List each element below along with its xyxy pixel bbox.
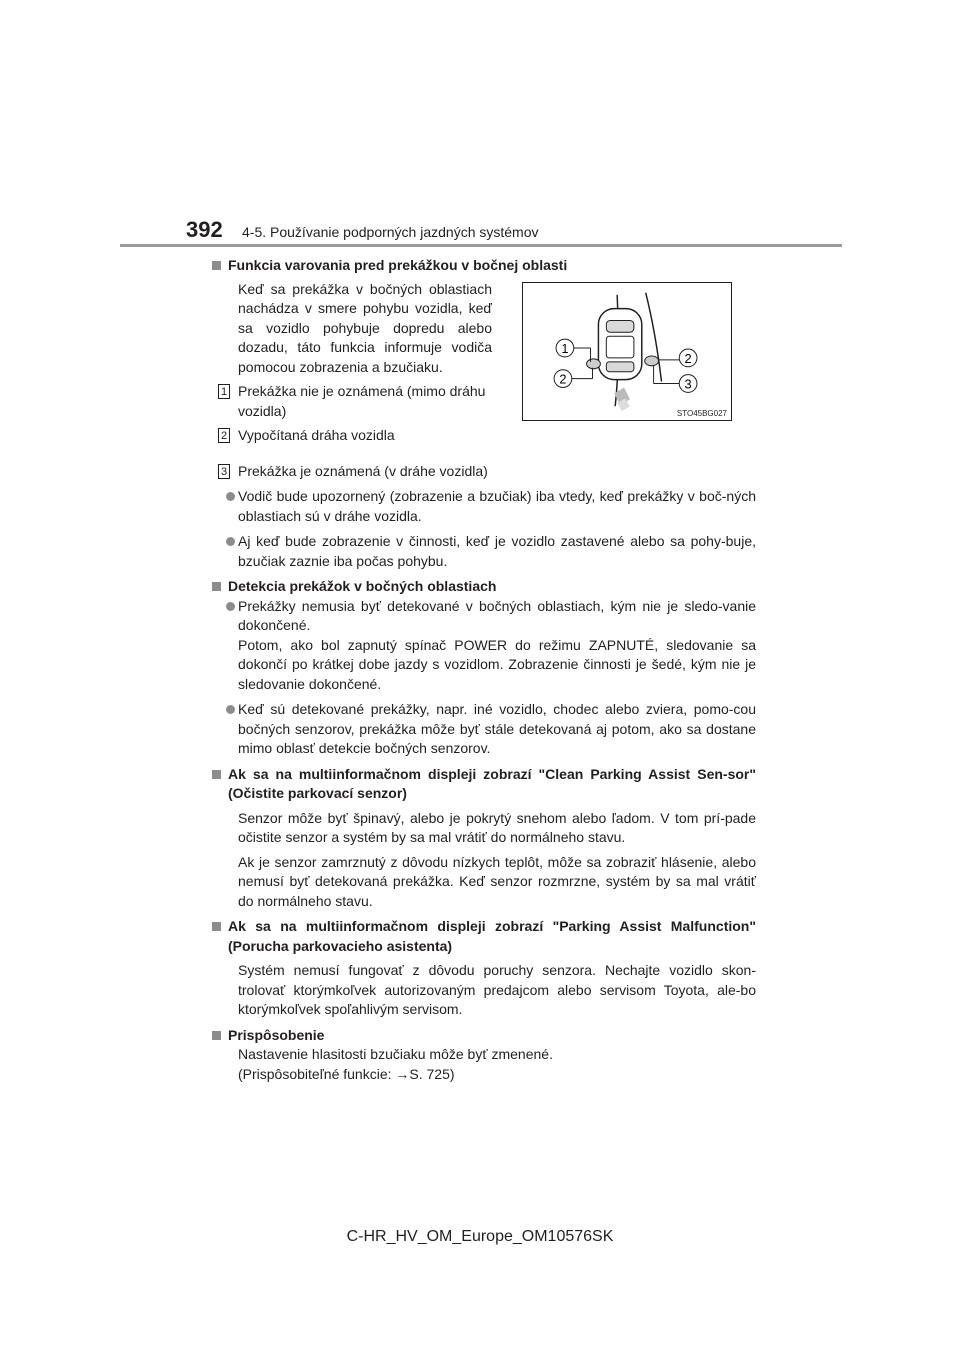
- bullet-item: Aj keď bude zobrazenie v činnosti, keď je vozidlo zastavené alebo sa pohy-buje, bzučiak zaznie iba počas pohybu.: [212, 532, 756, 571]
- page-reference: (Prispôsobiteľné funkcie: →S. 725): [238, 1065, 455, 1082]
- bullet-item: Vodič bude upozornený (zobrazenie a bzučiak) iba vtedy, keď prekážky v boč-ných oblastiach sú v dráhe vozidla.: [212, 487, 756, 526]
- callout-2-right: 2: [684, 350, 692, 366]
- square-bullet-icon: [212, 582, 221, 591]
- numbered-item: 2 Vypočítaná dráha vozidla: [212, 426, 492, 446]
- header-divider: [120, 244, 842, 247]
- bullet-item: Keď sú detekované prekážky, napr. iné vozidlo, chodec alebo zviera, pomo-cou bočných senzorov, prekážka môže byť stále detekovaná aj potom, ako sa dostane mimo oblasť detekcie bočných senzorov.: [212, 700, 756, 759]
- main-content: [212, 256, 756, 1084]
- paragraph: Systém nemusí fungovať z dôvodu poruchy senzora. Nechajte vozidlo skon-trolovať ktorýmkoľvek autorizovaným predajcom alebo servisom Toyota, ale-bo ktorýmkoľvek spoľahlivým servisom.: [238, 962, 756, 1017]
- numbered-item: 1 Prekážka nie je oznámená (mimo dráhu vozidla): [212, 382, 492, 421]
- square-bullet-icon: [212, 1031, 221, 1040]
- paragraph: Nastavenie hlasitosti bzučiaku môže byť zmenené.: [238, 1046, 553, 1062]
- intro-text: Keď sa prekážka v bočných oblastiach nachádza v smere pohybu vozidla, keď sa vozidlo pohybuje dopredu alebo dozadu, táto funkcia informuje vodiča pomocou zobrazenia a bzučiaku.: [238, 280, 492, 375]
- callout-1: 1: [561, 340, 569, 356]
- section-heading: Funkcia varovania pred prekážkou v bočnej oblasti: [212, 256, 756, 276]
- footer-code: C-HR_HV_OM_Europe_OM10576SK: [346, 1228, 614, 1245]
- figure-code: STO45BG027: [676, 409, 727, 418]
- square-bullet-icon: [212, 261, 221, 270]
- section-heading: Ak sa na multiinformačnom displeji zobrazí "Parking Assist Malfunction" (Porucha parkovacieho asistenta): [212, 917, 756, 956]
- section-heading: Detekcia prekážok v bočných oblastiach: [212, 577, 756, 597]
- bullet-icon: [226, 492, 235, 501]
- square-bullet-icon: [212, 770, 221, 779]
- callout-3: 3: [684, 376, 692, 392]
- section-heading: Prispôsobenie: [212, 1026, 756, 1046]
- numbered-item: 3 Prekážka je oznámená (v dráhe vozidla): [212, 462, 756, 482]
- callout-2: 2: [559, 371, 567, 387]
- bullet-item: Prekážky nemusia byť detekované v bočných oblastiach, kým nie je sledo-vanie dokončené. Potom, ako bol zapnutý spínač POWER do režimu ZAPNUTÉ, sledovanie sa dokončí po krátkej dobe jazdy s vozidlom. Zobrazenie činnosti je šedé, kým nie je sledovanie dokončené.: [212, 597, 756, 695]
- section-heading: Ak sa na multiinformačnom displeji zobrazí "Clean Parking Assist Sen-sor" (Očistite parkovací senzor): [212, 765, 756, 804]
- bullet-icon: [226, 705, 235, 714]
- page-number: 392: [186, 217, 223, 242]
- bullet-icon: [226, 537, 235, 546]
- chapter-title: 4-5. Používanie podporných jazdných systémov: [242, 224, 539, 240]
- paragraph: Senzor môže byť špinavý, alebo je pokrytý snehom alebo ľadom. V tom prí-pade očistite senzor a systém by sa mal vrátiť do normálneho stavu.: [238, 809, 756, 845]
- paragraph: Ak je senzor zamrznutý z dôvodu nízkych teplôt, môže sa zobraziť hlásenie, alebo nemusí byť detekovaná prekážka. Keď senzor rozmrzne, systém by sa mal vrátiť do normálneho stavu.: [238, 853, 756, 909]
- bullet-icon: [226, 602, 235, 611]
- square-bullet-icon: [212, 922, 221, 931]
